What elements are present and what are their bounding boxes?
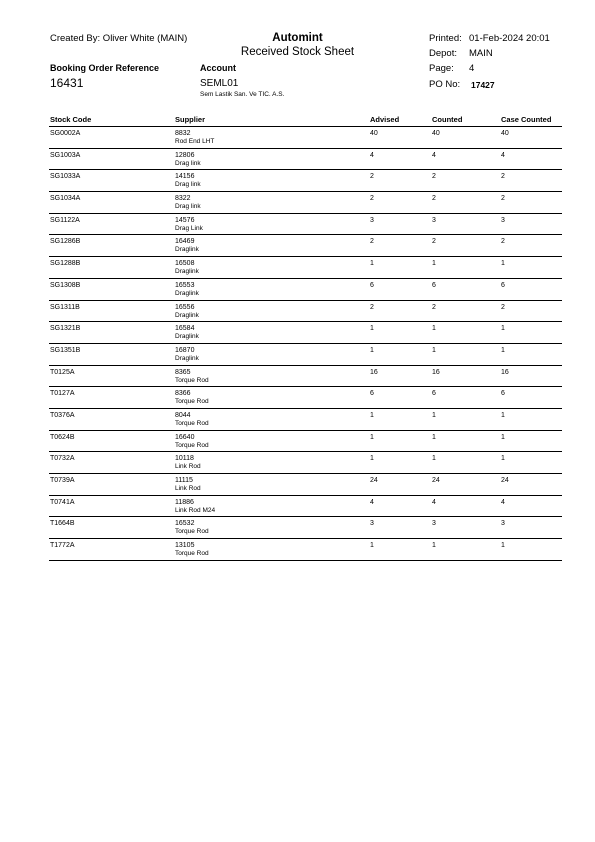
- table-row: [49, 257, 562, 279]
- advised-cell: 2: [370, 195, 374, 203]
- case-counted-cell: 2: [501, 173, 505, 181]
- counted-cell: 4: [432, 498, 436, 506]
- counted-cell: 2: [432, 303, 436, 311]
- stock-code-cell: SG1311B: [50, 303, 80, 311]
- table-row: [49, 322, 562, 344]
- advised-cell: 2: [370, 238, 374, 246]
- po-value: 17427: [471, 80, 495, 90]
- supplier-cell: 8044: [175, 411, 191, 419]
- case-counted-cell: 1: [501, 455, 505, 463]
- case-counted-cell: 16: [501, 368, 509, 376]
- supplier-cell: 10118: [175, 455, 194, 463]
- advised-cell: 6: [370, 281, 374, 289]
- description-cell: Link Rod: [175, 485, 201, 492]
- counted-cell: 2: [432, 195, 436, 203]
- depot-label: Depot:: [429, 48, 457, 59]
- table-row: [49, 214, 562, 236]
- table-row: [49, 474, 562, 496]
- table-header: [49, 114, 562, 127]
- table-row: [49, 170, 562, 192]
- stock-code-cell: T0127A: [50, 390, 75, 398]
- counted-cell: 40: [432, 130, 440, 137]
- stock-table: [49, 114, 562, 561]
- booking-ref-label: Booking Order Reference: [50, 63, 160, 73]
- description-cell: Drag link: [175, 203, 201, 211]
- table-body: [49, 127, 562, 561]
- account-value: SEML01: [200, 78, 239, 89]
- counted-cell: 4: [432, 151, 436, 159]
- counted-cell: 1: [432, 433, 436, 441]
- table-row: [49, 192, 562, 214]
- supplier-cell: 16640: [175, 433, 195, 441]
- case-counted-cell: 4: [501, 151, 505, 159]
- table-row: [49, 366, 562, 388]
- table-row: [49, 452, 562, 474]
- case-counted-cell: 2: [501, 303, 505, 311]
- supplier-cell: 16469: [175, 238, 195, 246]
- description-cell: Torque Rod: [175, 376, 209, 384]
- advised-cell: 40: [370, 130, 378, 137]
- advised-cell: 2: [370, 303, 374, 311]
- description-cell: Drag link: [175, 181, 201, 189]
- case-counted-cell: 1: [501, 325, 505, 333]
- col-counted: Counted: [432, 115, 463, 124]
- col-case-counted: Case Counted: [501, 115, 552, 124]
- advised-cell: 1: [370, 411, 374, 419]
- counted-cell: 3: [432, 216, 436, 224]
- description-cell: Draglink: [175, 354, 199, 362]
- stock-code-cell: SG1034A: [50, 195, 81, 203]
- col-supplier: Supplier: [175, 115, 206, 124]
- case-counted-cell: 2: [501, 195, 505, 203]
- counted-cell: 24: [432, 477, 440, 484]
- case-counted-cell: 1: [501, 260, 505, 268]
- description-cell: Link Rod M24: [175, 506, 216, 514]
- supplier-cell: 8365: [175, 368, 191, 376]
- table-row: [49, 409, 562, 431]
- stock-code-cell: SG1003A: [50, 151, 81, 159]
- page-label: Page:: [429, 63, 454, 74]
- supplier-cell: 16532: [175, 520, 195, 528]
- stock-code-cell: T0624B: [50, 433, 75, 441]
- stock-code-cell: T1664B: [50, 520, 75, 528]
- case-counted-cell: 1: [501, 411, 505, 419]
- stock-code-cell: SG1033A: [50, 173, 81, 181]
- description-cell: Torque Rod: [175, 398, 209, 406]
- supplier-cell: 8322: [175, 195, 191, 203]
- advised-cell: 3: [370, 520, 374, 528]
- case-counted-cell: 1: [501, 542, 505, 550]
- description-cell: Link Rod: [175, 463, 201, 471]
- description-cell: Draglink: [175, 333, 199, 341]
- table-row: [49, 235, 562, 257]
- supplier-cell: 8832: [175, 130, 191, 137]
- table-row: [49, 344, 562, 366]
- supplier-cell: 16584: [175, 325, 195, 333]
- account-name: Sem Lastik San. Ve TIC. A.S.: [200, 91, 285, 98]
- col-advised: Advised: [370, 115, 400, 124]
- advised-cell: 4: [370, 498, 374, 506]
- advised-cell: 1: [370, 346, 374, 354]
- stock-code-cell: T0376A: [50, 411, 75, 419]
- supplier-cell: 16556: [175, 303, 195, 311]
- description-cell: Torque Rod: [175, 441, 209, 449]
- supplier-cell: 16553: [175, 281, 195, 289]
- description-cell: Draglink: [175, 246, 199, 254]
- description-cell: Torque Rod: [175, 419, 209, 427]
- supplier-cell: 12806: [175, 151, 195, 159]
- case-counted-cell: 1: [501, 346, 505, 354]
- created-by: Created By: Oliver White (MAIN): [50, 33, 188, 44]
- description-cell: Torque Rod: [175, 550, 209, 558]
- counted-cell: 1: [432, 542, 436, 550]
- description-cell: Draglink: [175, 289, 199, 297]
- advised-cell: 1: [370, 325, 374, 333]
- counted-cell: 6: [432, 281, 436, 289]
- case-counted-cell: 3: [501, 216, 505, 224]
- description-cell: Drag link: [175, 159, 201, 167]
- counted-cell: 1: [432, 455, 436, 463]
- case-counted-cell: 40: [501, 130, 509, 137]
- supplier-cell: 16870: [175, 346, 195, 354]
- description-cell: Draglink: [175, 311, 199, 319]
- description-cell: Torque Rod: [175, 528, 209, 536]
- stock-code-cell: SG1288B: [50, 260, 81, 268]
- counted-cell: 16: [432, 368, 440, 376]
- supplier-cell: 14576: [175, 216, 195, 224]
- page-value: 4: [469, 63, 475, 74]
- counted-cell: 6: [432, 390, 436, 398]
- counted-cell: 1: [432, 325, 436, 333]
- counted-cell: 1: [432, 260, 436, 268]
- table-row: [49, 496, 562, 518]
- stock-code-cell: SG1321B: [50, 325, 81, 333]
- supplier-cell: 14156: [175, 173, 195, 181]
- advised-cell: 6: [370, 390, 374, 398]
- description-cell: Rod End LHT: [175, 138, 215, 145]
- table-row: [49, 127, 562, 149]
- advised-cell: 1: [370, 455, 374, 463]
- col-stock-code: Stock Code: [50, 115, 92, 124]
- supplier-cell: 8366: [175, 390, 191, 398]
- advised-cell: 2: [370, 173, 374, 181]
- depot-value: MAIN: [469, 48, 493, 59]
- stock-code-cell: T1772A: [50, 542, 75, 550]
- supplier-cell: 11115: [175, 477, 193, 484]
- report-company-title: Automint: [272, 32, 323, 44]
- table-row: [49, 539, 562, 561]
- case-counted-cell: 4: [501, 498, 505, 506]
- table-row: [49, 149, 562, 171]
- advised-cell: 1: [370, 433, 374, 441]
- po-label: PO No:: [429, 79, 461, 90]
- stock-code-cell: T0125A: [50, 368, 75, 376]
- stock-code-cell: SG0002A: [50, 130, 81, 137]
- table-row: [49, 431, 562, 453]
- table-row: [49, 301, 562, 323]
- description-cell: Draglink: [175, 268, 199, 276]
- advised-cell: 1: [370, 542, 374, 550]
- case-counted-cell: 6: [501, 281, 505, 289]
- stock-code-cell: SG1351B: [50, 346, 81, 354]
- table-row: [49, 279, 562, 301]
- printed-label: Printed:: [429, 33, 462, 44]
- advised-cell: 3: [370, 216, 374, 224]
- stock-code-cell: T0739A: [50, 477, 75, 484]
- printed-value: 01-Feb-2024 20:01: [469, 33, 550, 44]
- supplier-cell: 11886: [175, 498, 194, 506]
- counted-cell: 1: [432, 346, 436, 354]
- advised-cell: 16: [370, 368, 378, 376]
- counted-cell: 2: [432, 238, 436, 246]
- case-counted-cell: 24: [501, 477, 509, 484]
- advised-cell: 24: [370, 477, 378, 484]
- table-row: [49, 387, 562, 409]
- table-row: [49, 517, 562, 539]
- stock-code-cell: T0741A: [50, 498, 75, 506]
- case-counted-cell: 3: [501, 520, 505, 528]
- booking-ref-value: 16431: [50, 76, 84, 90]
- case-counted-cell: 6: [501, 390, 505, 398]
- advised-cell: 4: [370, 151, 374, 159]
- report-subtitle: Received Stock Sheet: [240, 46, 355, 58]
- counted-cell: 1: [432, 411, 436, 419]
- account-label: Account: [200, 63, 236, 73]
- stock-code-cell: SG1286B: [50, 238, 81, 246]
- supplier-cell: 16508: [175, 260, 195, 268]
- stock-code-cell: SG1308B: [50, 281, 81, 289]
- case-counted-cell: 2: [501, 238, 505, 246]
- counted-cell: 3: [432, 520, 436, 528]
- description-cell: Drag Link: [175, 224, 203, 232]
- advised-cell: 1: [370, 260, 374, 268]
- stock-code-cell: SG1122A: [50, 216, 80, 224]
- counted-cell: 2: [432, 173, 436, 181]
- supplier-cell: 13105: [175, 542, 195, 550]
- case-counted-cell: 1: [501, 433, 505, 441]
- stock-code-cell: T0732A: [50, 455, 75, 463]
